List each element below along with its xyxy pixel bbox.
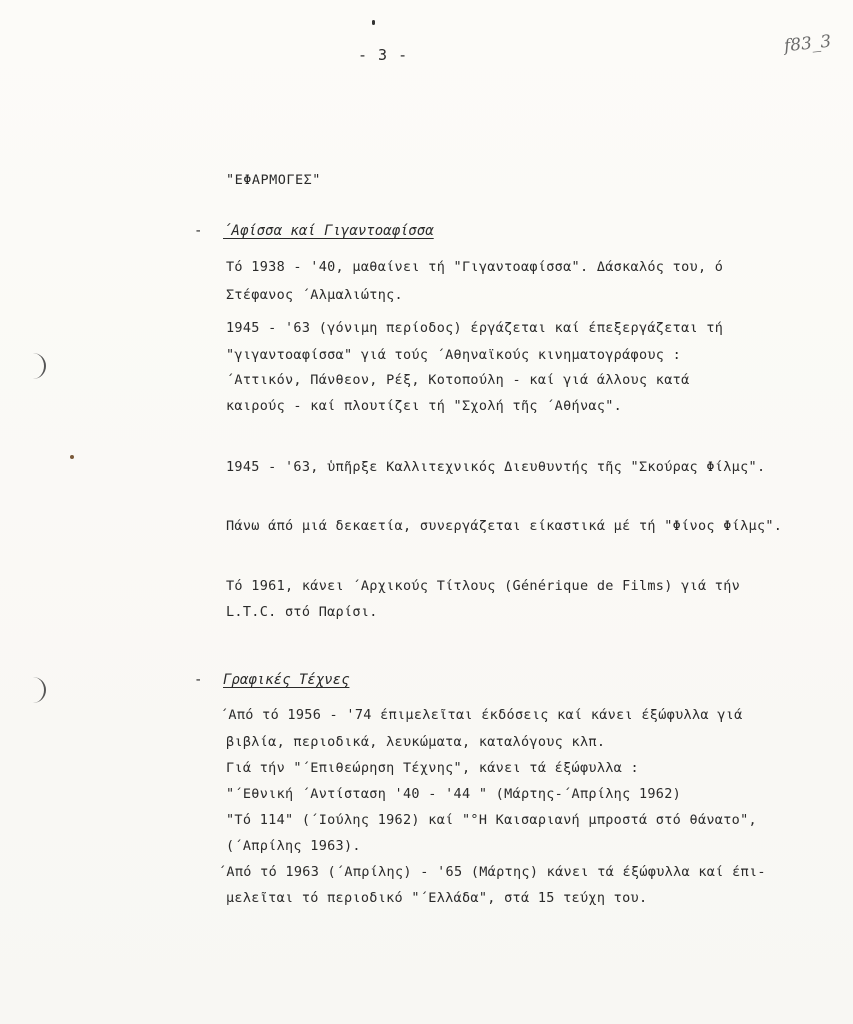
section-bullet: - bbox=[194, 672, 203, 688]
section-bullet: - bbox=[194, 223, 203, 239]
text-line: "΄Εθνική ΄Αντίσταση '40 - '44 " (Μάρτης-΄Απρίλης 1962) bbox=[226, 786, 682, 802]
text-line: Τό 1961, κάνει ΄Αρχικούς Τίτλους (Générique de Films) γιά τήν bbox=[226, 578, 741, 594]
text-line: (΄Απρίλης 1963). bbox=[226, 838, 361, 854]
document-title: "ΕΦΑΡΜΟΓΕΣ" bbox=[226, 172, 321, 188]
stain-mark bbox=[70, 455, 74, 459]
punch-hole-mark bbox=[22, 353, 46, 379]
stain-mark bbox=[372, 20, 375, 25]
section-heading-graphic-arts: Γραφικές Τέχνες bbox=[223, 672, 350, 688]
section-heading-poster: ΄Αφίσσα καί Γιγαντοαφίσσα bbox=[223, 223, 434, 239]
handwritten-reference: f83_3 bbox=[783, 31, 833, 57]
text-line: μελεῖται τό περιοδικό "΄Ελλάδα", στά 15 τεύχη του. bbox=[226, 890, 648, 906]
text-line: "γιγαντοαφίσσα" γιά τούς ΄Αθηναϊκούς κινηματογράφους : bbox=[226, 347, 682, 363]
text-line: Τό 1938 - '40, μαθαίνει τή "Γιγαντοαφίσσα". Δάσκαλός του, ό bbox=[226, 259, 724, 275]
text-line: Γιά τήν "΄Επιθεώρηση Τέχνης", κάνει τά έξώφυλλα : bbox=[226, 760, 639, 776]
text-line: ΄Αττικόν, Πάνθεον, Ρέξ, Κοτοπούλη - καί γιά άλλους κατά bbox=[226, 372, 690, 388]
text-line: L.T.C. στό Παρίσι. bbox=[226, 604, 378, 620]
text-line: 1945 - '63, ὑπῆρξε Καλλιτεχνικός Διευθυντής τῆς "Σκούρας Φίλμς". bbox=[226, 459, 766, 475]
text-line: ΄Από τό 1963 (΄Απρίλης) - '65 (Μάρτης) κάνει τά έξώφυλλα καί έπι- bbox=[218, 864, 766, 880]
text-line: βιβλία, περιοδικά, λευκώματα, καταλόγους κλπ. bbox=[226, 734, 606, 750]
text-line: Πάνω άπό μιά δεκαετία, συνεργάζεται είκαστικά μέ τή "Φίνος Φίλμς". bbox=[226, 518, 783, 534]
punch-hole-mark bbox=[22, 677, 46, 703]
text-line: "Τό 114" (΄Ιούλης 1962) καί "°Η Καισαριανή μπροστά στό θάνατο", bbox=[226, 812, 757, 828]
text-line: 1945 - '63 (γόνιμη περίοδος) έργάζεται καί έπεξεργάζεται τή bbox=[226, 320, 724, 336]
page-number: - 3 - bbox=[358, 46, 409, 64]
text-line: Στέφανος ΄Αλμαλιώτης. bbox=[226, 287, 403, 303]
text-line: ΄Από τό 1956 - '74 έπιμελεῖται έκδόσεις καί κάνει έξώφυλλα γιά bbox=[220, 707, 743, 723]
text-line: καιρούς - καί πλουτίζει τή "Σχολή τῆς ΄Αθήνας". bbox=[226, 398, 623, 414]
